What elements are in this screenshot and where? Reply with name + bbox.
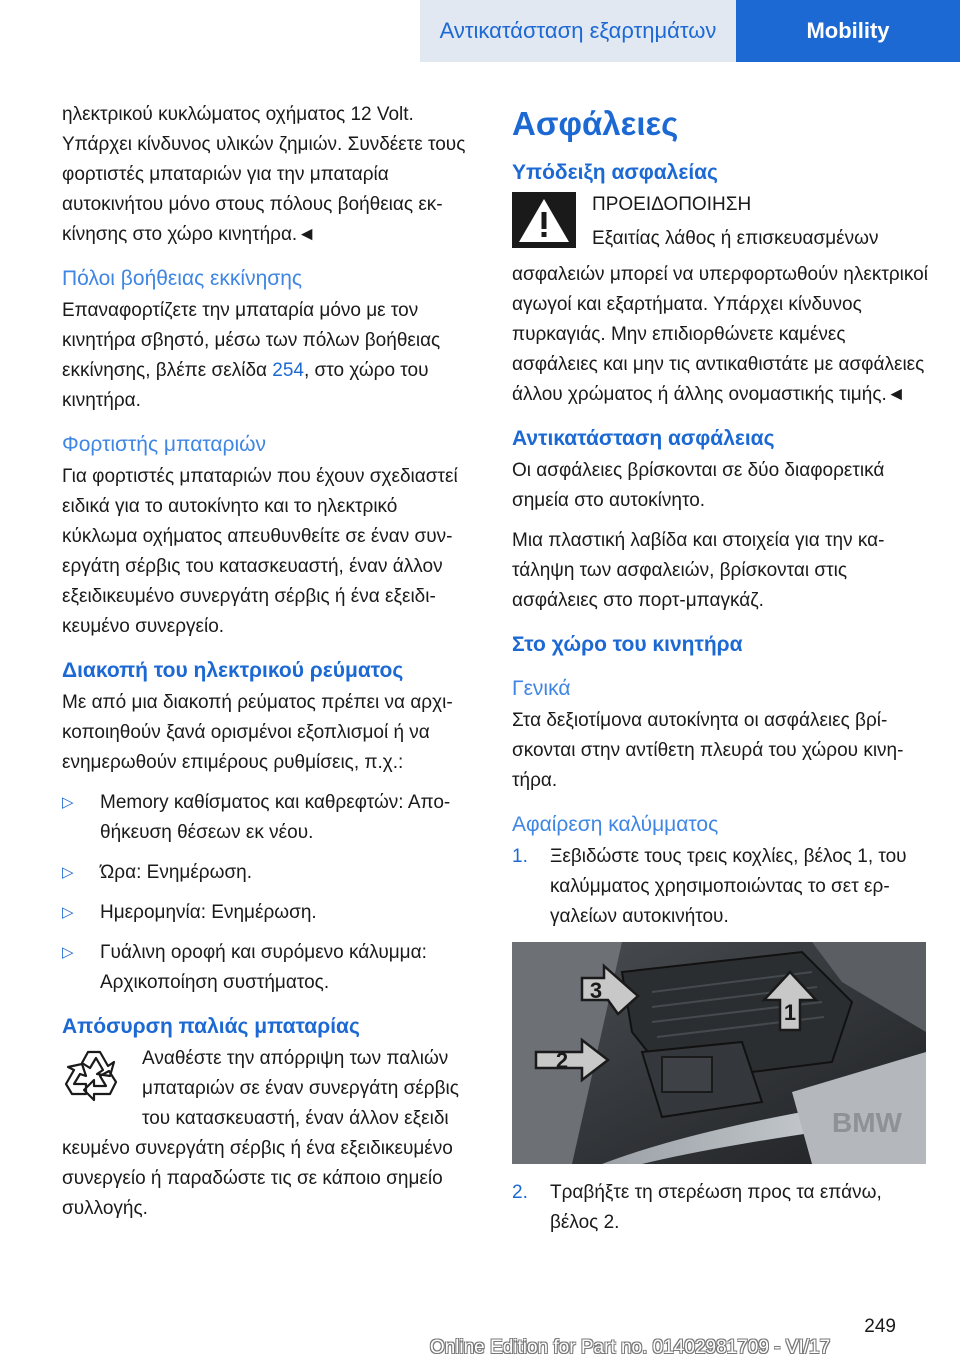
triangle-bullet-icon: ▷ xyxy=(62,864,74,881)
list-item-text: Γυάλινη οροφή και συρόμενο κάλυμμα: Αρχικοποίηση συστήματος. xyxy=(100,942,427,993)
list-item xyxy=(62,898,472,928)
cover-removal-steps-cont xyxy=(512,1178,928,1238)
jump-start-paragraph xyxy=(62,296,472,416)
step-number: 1. xyxy=(512,846,528,867)
charger-paragraph: Για φορτιστές μπαταριών που έχουν σχεδιαστεί ειδικά για το αυτοκίνητο και το ηλεκτρικό κύκλωμα οχήματος απευθυνθείτε σε έναν συνεργάτη σέρβις του κατασκευαστή, έναν άλλον εξειδικευμένο συνεργάτη σέρβις ή ένα εξειδικευμένο συνεργείο. xyxy=(62,466,458,637)
charger-heading: Φορτιστής μπαταριών xyxy=(62,433,267,456)
step-text: Ξεβιδώστε τους τρεις κοχλίες, βέλος 1, του καλύμματος χρησιμοποιώντας το σετ εργαλείων αυτοκινήτου. xyxy=(550,846,907,927)
recycle-icon xyxy=(62,1046,126,1102)
recycle-notice xyxy=(62,1044,472,1134)
power-interruption-heading: Διακοπή του ηλεκτρικού ρεύματος xyxy=(62,659,404,682)
reset-list xyxy=(62,788,472,998)
edition-footer: Online Edition for Part no. 01402981709 - VI/17 xyxy=(429,1337,831,1358)
step-item xyxy=(512,1178,928,1238)
jump-start-text-end: , στο χώρο του κινητήρα. xyxy=(62,360,429,411)
intro-paragraph: ηλεκτρικού κυκλώματος οχήματος 12 Volt. Υπάρχει κίνδυνος υλικών ζημιών. Συνδέετε τους φορτιστές μπαταριών για την μπαταρία αυτοκινήτου μόνο στους πόλους βοήθειας εκκίνησης στο χώρο κινητήρα.◄ xyxy=(62,104,466,245)
disposal-paragraph-a: Αναθέστε την απόρριψη των παλιών μπαταριών σε έναν συνεργάτη σέρβις του κατασκευαστή, έναν άλλον εξειδι xyxy=(142,1048,459,1129)
running-header-section: Αντικατάσταση εξαρτημάτων xyxy=(420,0,736,62)
triangle-bullet-icon: ▷ xyxy=(62,944,74,961)
warning-first-line: Εξαιτίας λάθος ή επισκευασμένων xyxy=(592,228,879,249)
arrow-1-label: 1 xyxy=(783,1000,797,1025)
warning-body: ασφαλειών μπορεί να υπερφορτωθούν ηλεκτρικοί αγωγοί και εξαρτήματα. Υπάρχει κίνδυνος πυρκαγιάς. Μην επιδιορθώνετε καμένες ασφάλειες και μην τις αντικαθιστάτε με ασφάλειες άλλου χρώματος ή άλλης ονομαστικής τιμής.◄ xyxy=(512,264,928,405)
step-item xyxy=(512,842,928,932)
list-item-text: Memory καθίσματος και καθρεφτών: Αποθήκευση θέσεων εκ νέου. xyxy=(100,792,451,843)
list-item-text: Ώρα: Ενημέρωση. xyxy=(100,862,253,883)
running-header-chapter: Mobility xyxy=(736,0,960,62)
battery-disposal-heading: Απόσυρση παλιάς μπαταρίας xyxy=(62,1015,360,1038)
engine-bay-illustration xyxy=(512,942,926,1164)
warning-notice xyxy=(512,190,928,260)
list-item xyxy=(62,788,472,848)
arrow-2-label: 2 xyxy=(555,1048,569,1073)
page-number: 249 xyxy=(864,1316,896,1337)
page-link-254[interactable]: 254 xyxy=(272,360,304,381)
right-column xyxy=(512,100,928,1248)
jump-start-text: Επαναφορτίζετε την μπαταρία μόνο με τον κινητήρα σβηστό, μέσω των πόλων βοήθειας εκκίνησης, βλέπε σελίδα xyxy=(62,300,441,381)
cover-removal-heading: Αφαίρεση καλύμματος xyxy=(512,813,719,836)
engine-bay-photo xyxy=(512,942,926,1164)
step-number: 2. xyxy=(512,1182,528,1203)
step-text: Τραβήξτε τη στερέωση προς τα επάνω, βέλος 2. xyxy=(550,1182,882,1233)
list-item xyxy=(62,858,472,888)
warning-triangle-icon xyxy=(512,192,576,248)
triangle-bullet-icon: ▷ xyxy=(62,904,74,921)
fuse-tools-paragraph: Μια πλαστική λαβίδα και στοιχεία για την κατάληψη των ασφαλειών, βρίσκονται στις ασφάλειες στο πορτ-μπαγκάζ. xyxy=(512,530,885,611)
engine-compartment-heading: Στο χώρο του κινητήρα xyxy=(512,633,743,656)
jump-start-heading: Πόλοι βοήθειας εκκίνησης xyxy=(62,267,303,290)
arrow-3-label: 3 xyxy=(589,978,603,1003)
left-column xyxy=(62,100,472,1234)
disposal-paragraph-b: κευμένο συνεργάτη σέρβις ή ένα εξειδικευμένο συνεργείο ή παραδώστε τις σε κάποιο σημείο συλλογής. xyxy=(62,1138,453,1219)
power-interruption-paragraph: Με από μια διακοπή ρεύματος πρέπει να αρχικοποιηθούν ξανά ορισμένοι εξοπλισμοί ή να ενημερωθούν επιμέρους ρυθμίσεις, π.χ.: xyxy=(62,692,453,773)
fuses-title: Ασφάλειες xyxy=(512,105,679,142)
fuse-location-paragraph: Οι ασφάλειες βρίσκονται σε δύο διαφορετικά σημεία στο αυτοκίνητο. xyxy=(512,460,885,511)
general-paragraph: Στα δεξιοτίμονα αυτοκίνητα οι ασφάλειες βρίσκονται στην αντίθετη πλευρά του χώρου κινητήρα. xyxy=(512,710,904,791)
list-item-text: Ημερομηνία: Ενημέρωση. xyxy=(100,902,317,923)
safety-note-heading: Υπόδειξη ασφαλείας xyxy=(512,161,718,184)
list-item xyxy=(62,938,472,998)
general-heading: Γενικά xyxy=(512,677,571,700)
fuse-replacement-heading: Αντικατάσταση ασφάλειας xyxy=(512,427,775,450)
triangle-bullet-icon: ▷ xyxy=(62,794,74,811)
engine-brand-lettering: BMW xyxy=(832,1107,902,1138)
cover-removal-steps xyxy=(512,842,928,932)
warning-label: ΠΡΟΕΙΔΟΠΟΙΗΣΗ xyxy=(592,194,752,215)
